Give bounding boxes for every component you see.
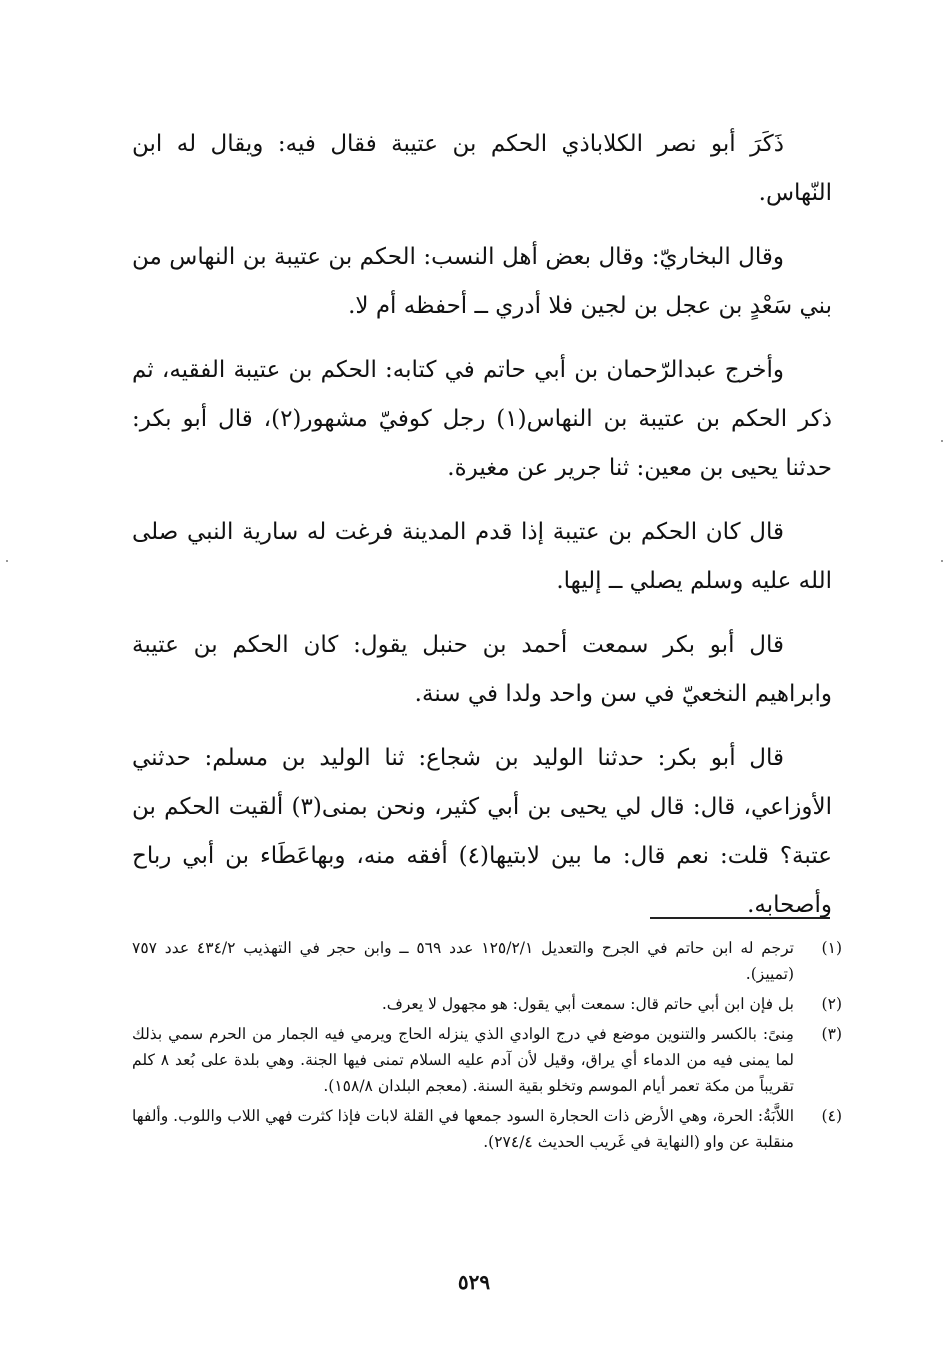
footnote-separator [650,917,830,919]
page-number: ٥٢٩ [457,1270,491,1294]
footnote-1-text: ترجم له ابن حاتم في الجرح والتعديل ١٢٥/٢/١ عدد ٥٦٩ ــ وابن حجر في التهذيب ٤٣٤/٢ عدد ٧٥٧ (تمييز). [132,939,794,983]
footnote-4-number: (٤) [821,1107,842,1125]
paragraph-4-text: قال كان الحكم بن عتيبة إذا قدم المدينة فرغت له سارية النبي صلى الله عليه وسلم يصلي ــ إليها. [132,519,832,594]
footnotes [132,935,842,1159]
paragraph-5-text: قال أبو بكر سمعت أحمد بن حنبل يقول: كان الحكم بن عتيبة وابراهيم النخعيّ في سن واحد ولدا في سنة. [132,632,832,707]
paragraph-2 [132,233,832,331]
footnote-2 [132,991,842,1017]
scan-speck [941,560,943,562]
paragraph-3 [132,346,832,493]
paragraph-4 [132,508,832,606]
paragraph-3-text: وأخرج عبدالرّحمان بن أبي حاتم في كتابه: الحكم بن عتيبة الفقيه، ثم ذكر الحكم بن عتيبة بن النهاس(١) رجل كوفيّ مشهور(٢)، قال أبو بكر: حدثنا يحيى بن معين: ثنا جرير عن مغيرة. [132,357,832,481]
paragraph-5 [132,621,832,719]
paragraph-2-text: وقال البخاريّ: وقال بعض أهل النسب: الحكم بن عتيبة بن النهاس من بني سَعْدٍ بن عجل بن لجين فلا أدري ــ أحفظه أم لا. [132,244,832,319]
footnote-2-text: بل فإن ابن أبي حاتم قال: سمعت أبي يقول: هو مجهول لا يعرف. [381,995,794,1013]
footnote-3-text: مِنىً: بالكسر والتنوين موضع في درج الوادي الذي ينزله الحاج ويرمي فيه الجمار من الحرم سمي بذلك لما يمنى فيه من الدماء أي يراق، وقيل لأن آدم عليه السلام تمنى فيها الجنة. وهي بلدة على بُعد ٨ كلم تقريباً من مكة تعمر أيام الموسم وتخلو بقية السنة. (معجم البلدان ١٥٨/٨). [132,1025,794,1095]
scan-speck [941,440,943,442]
footnote-1 [132,935,842,987]
main-text [132,120,832,945]
footnote-2-number: (٢) [821,995,842,1013]
footnote-4 [132,1103,842,1155]
paragraph-6 [132,734,832,930]
footnote-3-number: (٣) [821,1025,842,1043]
footnote-3 [132,1021,842,1099]
paragraph-6-text: قال أبو بكر: حدثنا الوليد بن شجاع: ثنا الوليد بن مسلم: حدثني الأوزاعي، قال: قال لي يحيى بن أبي كثير، ونحن بمنى(٣) ألقيت الحكم بن عتبة؟ قلت: نعم قال: ما بين لابتيها(٤) أفقه منه، وبهاعَطَاء بن أبي رباح وأصحابه. [132,745,832,918]
scan-speck [6,560,8,562]
footnote-1-number: (١) [821,939,842,957]
paragraph-1-text: ذَكَرَ أبو نصر الكلاباذي الحكم بن عتيبة فقال فيه: ويقال له ابن النّهاس. [132,131,832,206]
paragraph-1 [132,120,832,218]
footnote-4-text: اللاَّبَةُ: الحرة، وهي الأرض ذات الحجارة السود جمعها في القلة لابات فإذا كثرت فهي اللاب واللوب. وألفها منقلبة عن واو (النهاية في غَريب الحديث ٢٧٤/٤). [132,1107,794,1151]
